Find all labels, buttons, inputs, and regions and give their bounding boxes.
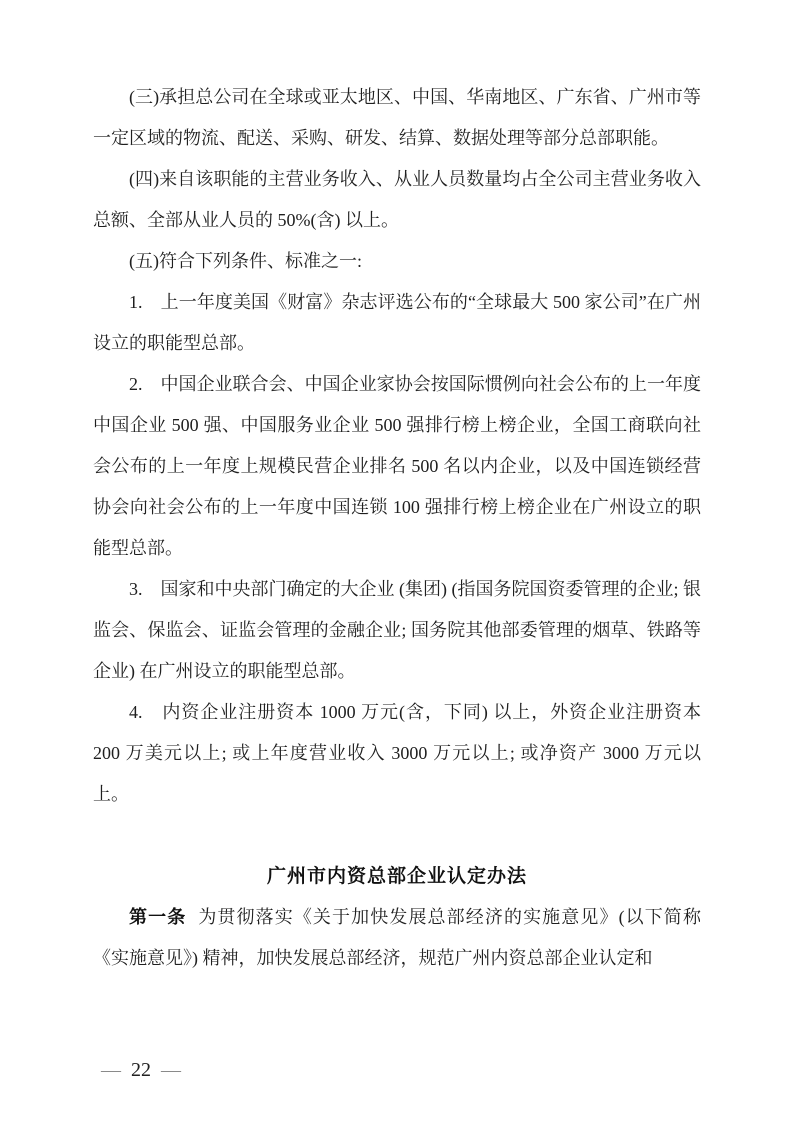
criterion-3-paragraph: 3. 国家和中央部门确定的大企业 (集团) (指国务院国资委管理的企业; 银监会、保监会、证监会管理的金融企业; 国务院其他部委管理的烟草、铁路等企业) 在广州设立的职能型总部。 xyxy=(93,579,701,681)
section-title: 广州市内资总部企业认定办法 xyxy=(266,866,527,887)
clause-3-paragraph: (三)承担总公司在全球或亚太地区、中国、华南地区、广东省、广州市等一定区域的物流、配送、采购、研发、结算、数据处理等部分总部职能。 xyxy=(93,87,701,148)
article-1-text: 为贯彻落实《关于加快发展总部经济的实施意见》(以下简称《实施意见》) 精神，加快发展总部经济，规范广州内资总部企业认定和 xyxy=(93,907,701,968)
page-number-dash-right: — xyxy=(161,1059,181,1081)
criterion-4-paragraph: 4. 内资企业注册资本 1000 万元(含，下同) 以上，外资企业注册资本 200 万美元以上; 或上年度营业收入 3000 万元以上; 或净资产 3000 万元以上。 xyxy=(93,702,701,804)
clause-4-paragraph: (四)来自该职能的主营业务收入、从业人员数量均占全公司主营业务收入总额、全部从业人员的 50%(含) 以上。 xyxy=(93,169,701,230)
page-footer xyxy=(101,1052,181,1088)
article-1-paragraph xyxy=(93,897,701,979)
document-content xyxy=(93,77,701,979)
criterion-2-paragraph: 2. 中国企业联合会、中国企业家协会按国际惯例向社会公布的上一年度中国企业 500 强、中国服务业企业 500 强排行榜上榜企业，全国工商联向社会公布的上一年度上规模民营企业排名 500 名以内企业，以及中国连锁经营协会向社会公布的上一年度中国连锁 100 强排行榜上榜企业在广州设立的职能型总部。 xyxy=(93,374,701,558)
page-number: 22 xyxy=(131,1059,151,1081)
page-number-dash-left: — xyxy=(101,1059,121,1081)
article-1-label: 第一条 xyxy=(129,907,187,927)
criterion-1-paragraph: 1. 上一年度美国《财富》杂志评选公布的“全球最大 500 家公司”在广州设立的职能型总部。 xyxy=(93,292,701,353)
clause-5-paragraph: (五)符合下列条件、标准之一: xyxy=(129,251,362,271)
